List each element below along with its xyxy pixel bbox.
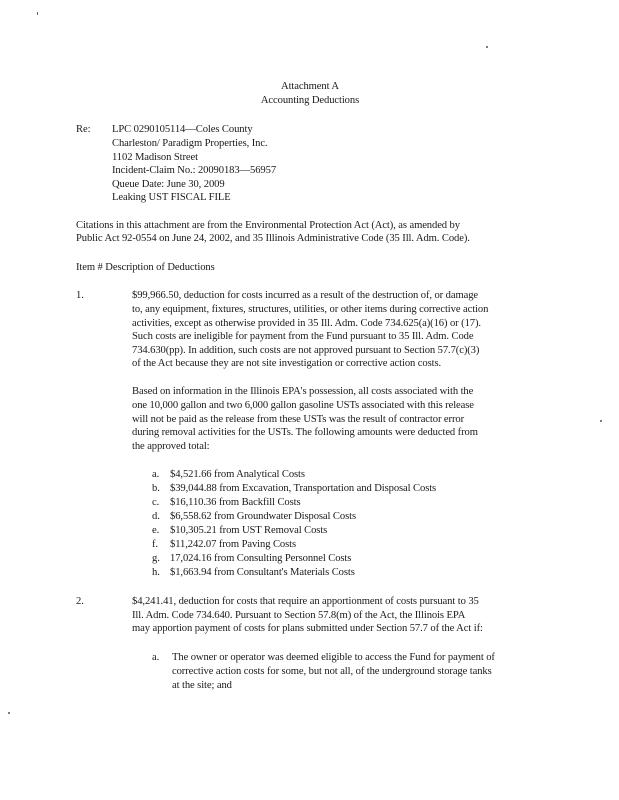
sublist-letter: f.	[152, 539, 158, 550]
citations-line: Public Act 92-0554 on June 24, 2002, and 35 Illinois Administrative Code (35 Ill. Adm. Code).	[76, 233, 470, 244]
sublist-entry-line: The owner or operator was deemed eligible to access the Fund for payment of	[172, 652, 495, 663]
item1-para1-line: activities, except as otherwise provided in 35 Ill. Adm. Code 734.625(a)(16) or (17).	[132, 318, 481, 329]
sublist-entry: 17,024.16 from Consulting Personnel Costs	[170, 553, 352, 564]
item1-para2-line: Based on information in the Illinois EPA's possession, all costs associated with the	[132, 386, 474, 397]
items-heading: Item # Description of Deductions	[76, 262, 215, 273]
item2-para1-line: $4,241.41, deduction for costs that require an apportionment of costs pursuant to 35	[132, 596, 479, 607]
sublist-letter: b.	[152, 483, 160, 494]
sublist-letter: a.	[152, 469, 160, 480]
sublist-letter: d.	[152, 511, 160, 522]
scan-speck	[486, 46, 488, 48]
sublist-letter: a.	[152, 652, 160, 663]
scan-speck	[600, 420, 602, 422]
sublist-entry-line: corrective action costs for some, but not all, of the underground storage tanks	[172, 666, 492, 677]
attachment-title: Attachment A	[281, 81, 339, 92]
sublist-entry: $11,242.07 from Paving Costs	[170, 539, 296, 550]
scan-speck	[37, 12, 38, 15]
item2-para1-line: Ill. Adm. Code 734.640. Pursuant to Section 57.8(m) of the Act, the Illinois EPA	[132, 610, 466, 621]
sublist-entry: $4,521.66 from Analytical Costs	[170, 469, 305, 480]
item1-para1-line: to, any equipment, fixtures, structures, utilities, or other items during corrective action	[132, 304, 489, 315]
sublist-letter: h.	[152, 567, 160, 578]
item1-para2-line: the approved total:	[132, 441, 210, 452]
re-line-company: Charleston/ Paradigm Properties, Inc.	[112, 138, 268, 149]
sublist-entry: $6,558.62 from Groundwater Disposal Costs	[170, 511, 356, 522]
item-number: 1.	[76, 290, 84, 301]
sublist-entry: $1,663.94 from Consultant's Materials Costs	[170, 567, 355, 578]
re-line-address: 1102 Madison Street	[112, 152, 198, 163]
item1-para1-line: 734.630(pp). In addition, such costs are not approved pursuant to Section 57.7(c)(3)	[132, 345, 480, 356]
re-line-file: Leaking UST FISCAL FILE	[112, 192, 231, 203]
sublist-entry: $10,305.21 from UST Removal Costs	[170, 525, 328, 536]
sublist-entry-line: at the site; and	[172, 680, 232, 691]
item1-para2-line: one 10,000 gallon and two 6,000 gallon gasoline USTs associated with this release	[132, 400, 474, 411]
sublist-entry: $39,044.88 from Excavation, Transportation and Disposal Costs	[170, 483, 437, 494]
re-line-incident: Incident-Claim No.: 20090183—56957	[112, 165, 277, 176]
re-label: Re:	[76, 124, 91, 135]
attachment-subtitle: Accounting Deductions	[260, 95, 360, 106]
item2-para1-line: may apportion payment of costs for plans submitted under Section 57.7 of the Act if:	[132, 623, 483, 634]
re-line-queue-date: Queue Date: June 30, 2009	[112, 179, 225, 190]
re-line-project: LPC 0290105114—Coles County	[112, 124, 253, 135]
scan-speck	[8, 712, 10, 714]
sublist-letter: e.	[152, 525, 160, 536]
item1-para2-line: during removal activities for the USTs. The following amounts were deducted from	[132, 427, 478, 438]
citations-line: Citations in this attachment are from the Environmental Protection Act (Act), as amended by	[76, 220, 460, 231]
sublist-letter: c.	[152, 497, 160, 508]
item1-para2-line: will not be paid as the release from these USTs was the result of contractor error	[132, 414, 465, 425]
sublist-letter: g.	[152, 553, 160, 564]
item1-para1-line: $99,966.50, deduction for costs incurred as a result of the destruction of, or damage	[132, 290, 478, 301]
sublist-entry: $16,110.36 from Backfill Costs	[170, 497, 301, 508]
item-number: 2.	[76, 596, 84, 607]
item1-para1-line: Such costs are ineligible for payment from the Fund pursuant to 35 Ill. Adm. Code	[132, 331, 474, 342]
item1-para1-line: of the Act because they are not site investigation or corrective action costs.	[132, 358, 442, 369]
